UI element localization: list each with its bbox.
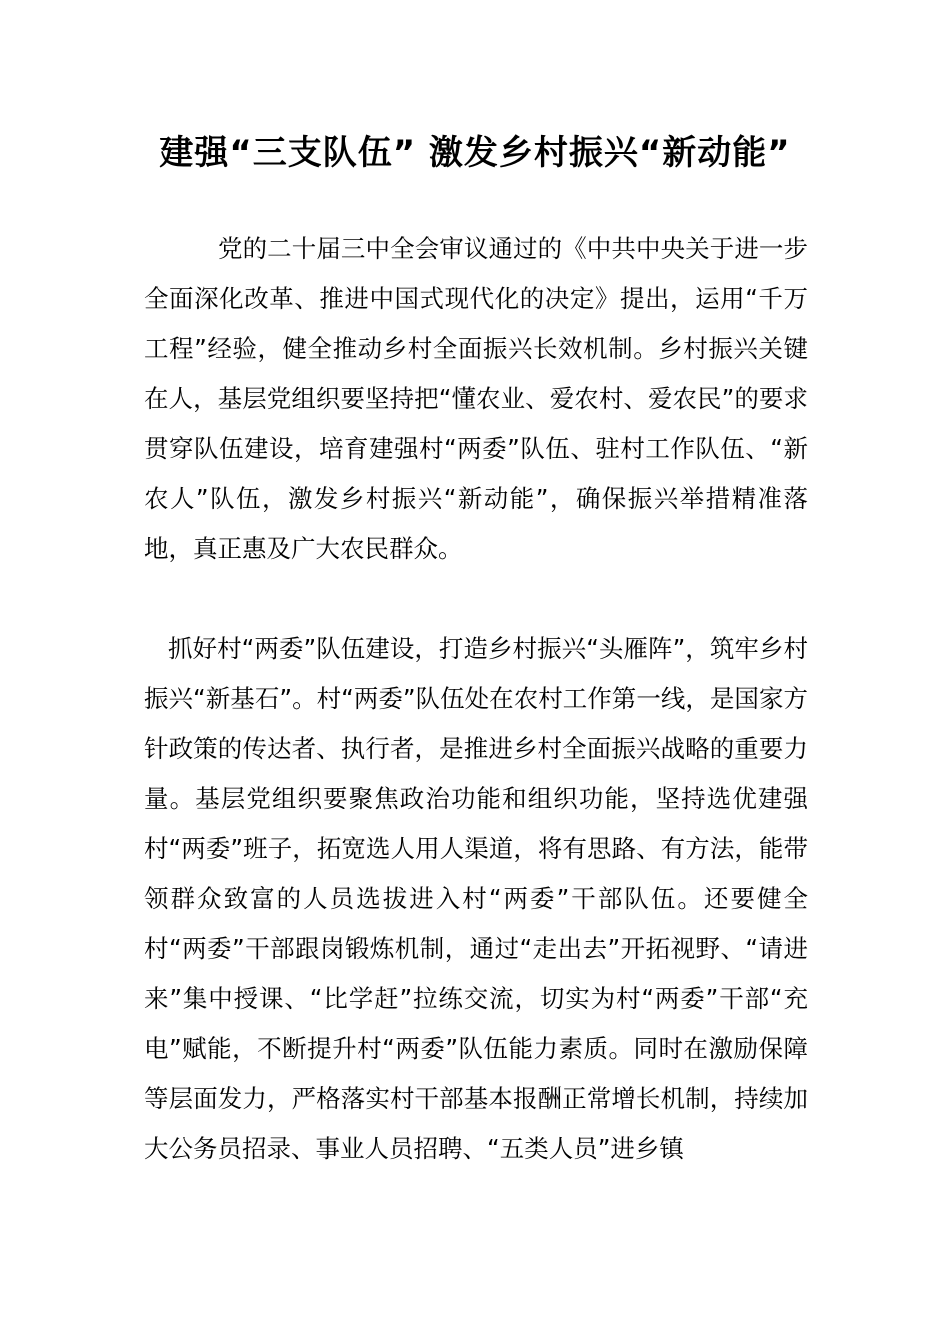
- paragraph-village-committee: 抓好村“两委”队伍建设，打造乡村振兴“头雁阵”，筑牢乡村振兴“新基石”。村“两委”队伍处在农村工作第一线，是国家方针政策的传达者、执行者，是推进乡村全面振兴战略的重要力量。基层党组织要聚焦政治功能和组织功能，坚持选优建强村“两委”班子，拓宽选人用人渠道，将有思路、有方法，能带领群众致富的人员选拔进入村“两委”干部队伍。还要健全村“两委”干部跟岗锻炼机制，通过“走出去”开拓视野、“请进来”集中授课、“比学赶”拉练交流，切实为村“两委”干部“充电”赋能，不断提升村“两委”队伍能力素质。同时在激励保障等层面发力，严格落实村干部基本报酬正常增长机制，持续加大公务员招录、事业人员招聘、“五类人员”进乡镇: [144, 634, 808, 1163]
- paragraph-intro: 党的二十届三中全会审议通过的《中共中央关于进一步全面深化改革、推进中国式现代化的决定》提出，运用“千万工程”经验，健全推动乡村全面振兴长效机制。乡村振兴关键在人，基层党组织要坚持把“懂农业、爱农村、爱农民”的要求贯穿队伍建设，培育建强村“两委”队伍、驻村工作队伍、“新农人”队伍，激发乡村振兴“新动能”，确保振兴举措精准落地，真正惠及广大农民群众。: [144, 234, 808, 563]
- document-title: 建强“三支队伍” 激发乡村振兴“新动能”: [159, 133, 791, 173]
